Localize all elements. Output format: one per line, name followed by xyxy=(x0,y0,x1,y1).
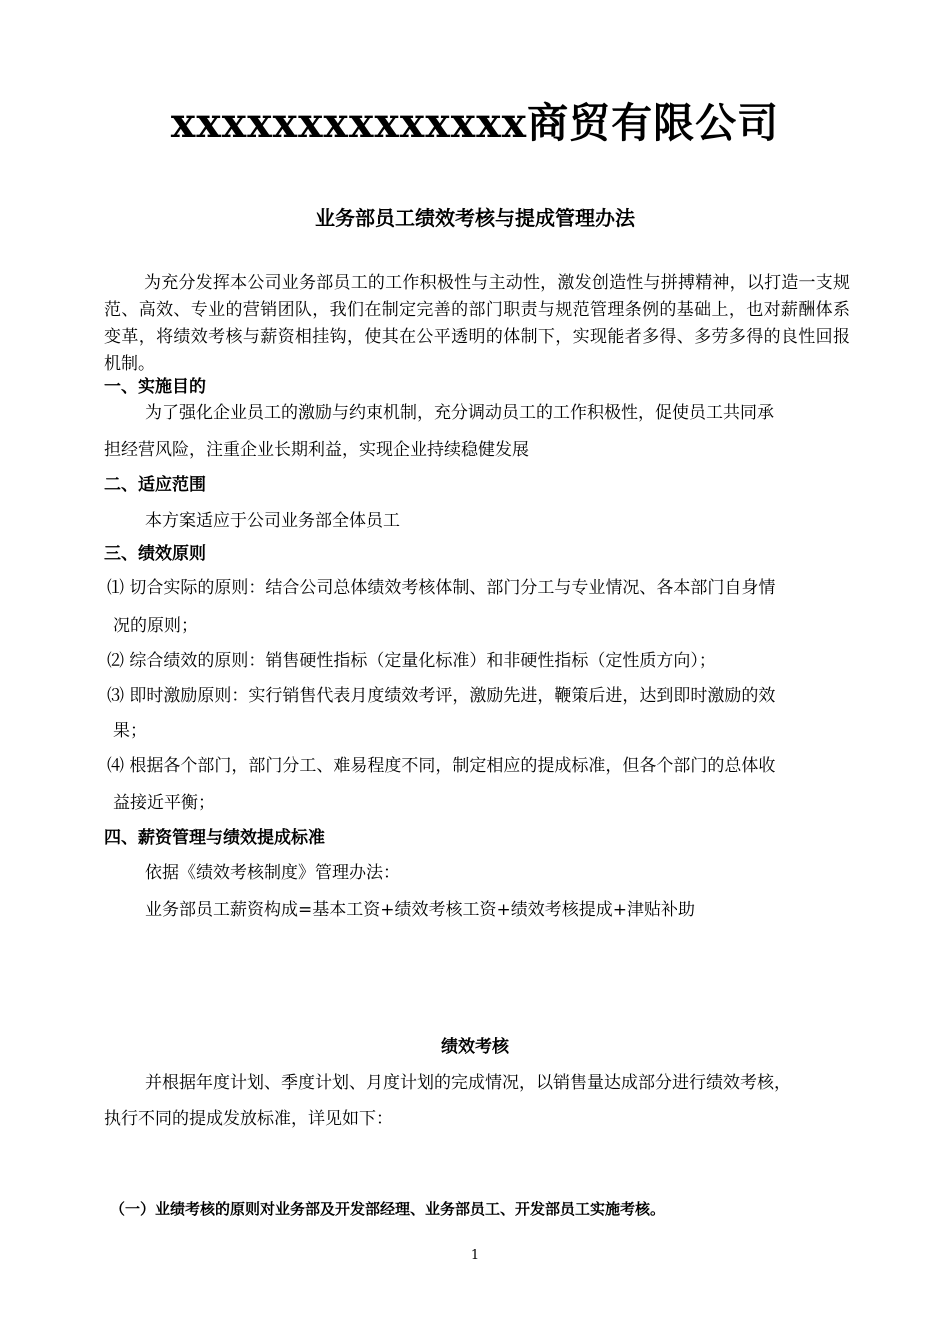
salary-text-line: 依据《绩效考核制度》管理办法： xyxy=(145,863,400,883)
principle-item-1-cont: 况的原则； xyxy=(113,616,198,636)
intro-paragraph xyxy=(104,270,850,378)
intro-text: 为充分发挥本公司业务部员工的工作积极性与主动性，激发创造性与拼搏精神，以打造一支规范、高效、专业的营销团队，我们在制定完善的部门职责与规范管理条例的基础上，也对薪酬体系变革，将绩效考核与薪资相挂钩，使其在公平透明的体制下，实现能者多得、多劳多得的良性回报机制。 xyxy=(104,273,850,374)
section-heading-principles: 三、绩效原则 xyxy=(104,544,206,564)
principle-item-3: ⑶ 即时激励原则：实行销售代表月度绩效考评，激励先进，鞭策后进，达到即时激励的效 xyxy=(107,686,776,706)
principle-item-1: ⑴ 切合实际的原则：结合公司总体绩效考核体制、部门分工与专业情况、各本部门自身情 xyxy=(107,578,776,598)
principle-item-2: ⑵ 综合绩效的原则：销售硬性指标（定量化标准）和非硬性指标（定性质方向）； xyxy=(107,651,716,671)
salary-formula-line: 业务部员工薪资构成=基本工资+绩效考核工资+绩效考核提成+津贴补助 xyxy=(145,900,695,920)
document-title: 业务部员工绩效考核与提成管理办法 xyxy=(315,206,635,230)
principle-item-4: ⑷ 根据各个部门，部门分工、难易程度不同，制定相应的提成标准，但各个部门的总体收 xyxy=(107,756,776,776)
performance-text-line: 并根据年度计划、季度计划、月度计划的完成情况，以销售量达成部分进行绩效考核， xyxy=(145,1073,791,1093)
performance-text-line: 执行不同的提成发放标准，详见如下： xyxy=(104,1109,393,1129)
assessment-principle-note: （一）业绩考核的原则对业务部及开发部经理、业务部员工、开发部员工实施考核。 xyxy=(110,1200,666,1218)
section-heading-purpose: 一、实施目的 xyxy=(104,377,206,397)
principle-item-4-cont: 益接近平衡； xyxy=(113,793,215,813)
purpose-text-line: 担经营风险，注重企业长期利益，实现企业持续稳健发展 xyxy=(104,440,529,460)
company-title: xxxxxxxxxxxxxx商贸有限公司 xyxy=(170,99,780,147)
purpose-text-line: 为了强化企业员工的激励与约束机制，充分调动员工的工作积极性，促使员工共同承 xyxy=(145,403,774,423)
section-heading-salary: 四、薪资管理与绩效提成标准 xyxy=(104,828,325,848)
principle-item-3-cont: 果； xyxy=(113,721,147,741)
performance-title: 绩效考核 xyxy=(441,1037,509,1057)
section-heading-scope: 二、适应范围 xyxy=(104,475,206,495)
page-number: 1 xyxy=(470,1248,480,1263)
scope-text-line: 本方案适应于公司业务部全体员工 xyxy=(145,511,400,531)
